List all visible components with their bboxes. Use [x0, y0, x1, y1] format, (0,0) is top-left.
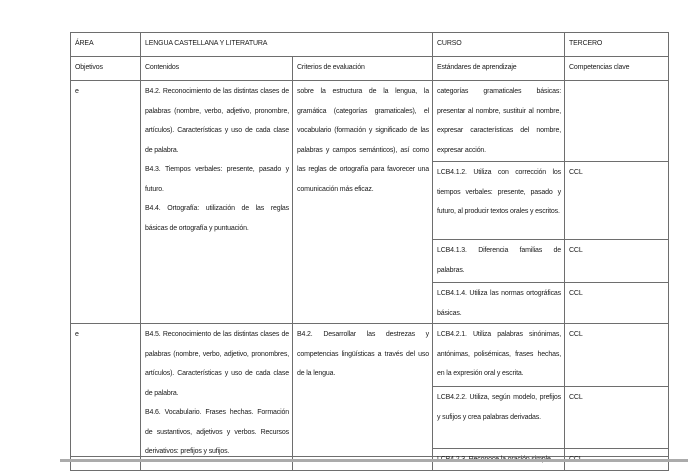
contenido-paragraph: B4.3. Tiempos verbales: presente, pasado y futuro.	[145, 166, 289, 193]
block2-criterios-cell: B4.2. Desarrollar las destrezas y competencias lingüísticas a través del uso de la lengua.	[293, 324, 433, 471]
contenidos-header-cell: Contenidos	[141, 57, 293, 81]
block1-contenidos-cell	[141, 81, 293, 324]
block1-objetivos-cell: e	[71, 81, 141, 324]
block2-objetivos-cell: e	[71, 324, 141, 471]
block2-competencia-cell-1: CCL	[565, 387, 669, 449]
table-row	[71, 57, 669, 81]
block2-estandar-cell-0: LCB4.2.1. Utiliza palabras sinónimas, antónimas, polisémicas, frases hechas, en la expresión oral y escrita.	[433, 324, 565, 387]
table-row	[71, 81, 669, 162]
curso-label-cell: CURSO	[433, 33, 565, 57]
table-row	[71, 33, 669, 57]
curso-value-cell: TERCERO	[565, 33, 669, 57]
block1-competencia-cell-3: CCL	[565, 283, 669, 324]
block2-contenidos-cell	[141, 324, 293, 471]
block2-estandar-cell-1: LCB4.2.2. Utiliza, según modelo, prefijos y sufijos y crea palabras derivadas.	[433, 387, 565, 449]
contenido-paragraph: B4.5. Reconocimiento de las distintas clases de palabras (nombre, verbo, adjetivo, pronombres, artículos). Características y uso de cada clase de palabra.	[145, 331, 289, 397]
estandares-header-cell: Estándares de aprendizaje	[433, 57, 565, 81]
block1-competencia-cell-1: CCL	[565, 162, 669, 240]
block2-competencia-cell-0: CCL	[565, 324, 669, 387]
area-label-cell: ÁREA	[71, 33, 141, 57]
table-row	[71, 324, 669, 387]
block1-estandar-cell-2: LCB4.1.3. Diferencia familias de palabras.	[433, 240, 565, 283]
area-title-cell: LENGUA CASTELLANA Y LITERATURA	[141, 33, 433, 57]
objetivos-header-cell: Objetivos	[71, 57, 141, 81]
block1-estandar-cell-0: categorías gramaticales básicas: presentar al nombre, sustituir al nombre, expresar características del nombre, expresar acción.	[433, 81, 565, 162]
block1-competencia-cell-0	[565, 81, 669, 162]
block1-estandar-cell-3: LCB4.1.4. Utiliza las normas ortográficas básicas.	[433, 283, 565, 324]
table-clip-region	[70, 32, 669, 457]
page-break-line	[60, 459, 688, 462]
contenido-paragraph: B4.4. Ortografía: utilización de las reglas básicas de ortografía y puntuación.	[145, 205, 289, 232]
contenido-paragraph: B4.2. Reconocimiento de las distintas clases de palabras (nombre, verbo, adjetivo, pronombre, artículos). Características y uso de cada clase de palabra.	[145, 88, 289, 154]
contenido-paragraph: B4.6. Vocabulario. Frases hechas. Formación de sustantivos, adjetivos y verbos. Recursos derivativos: prefijos y sufijos.	[145, 409, 289, 455]
criterios-header-cell: Criterios de evaluación	[293, 57, 433, 81]
block1-criterios-cell: sobre la estructura de la lengua, la gramática (categorías gramaticales), el vocabulario (formación y significado de las palabras y campos semánticos), así como las reglas de ortografía para favorecer una comunicación más eficaz.	[293, 81, 433, 324]
curriculum-table	[70, 32, 669, 471]
block1-competencia-cell-2: CCL	[565, 240, 669, 283]
block1-estandar-cell-1: LCB4.1.2. Utiliza con corrección los tiempos verbales: presente, pasado y futuro, al producir textos orales y escritos.	[433, 162, 565, 240]
competencias-header-cell: Competencias clave	[565, 57, 669, 81]
